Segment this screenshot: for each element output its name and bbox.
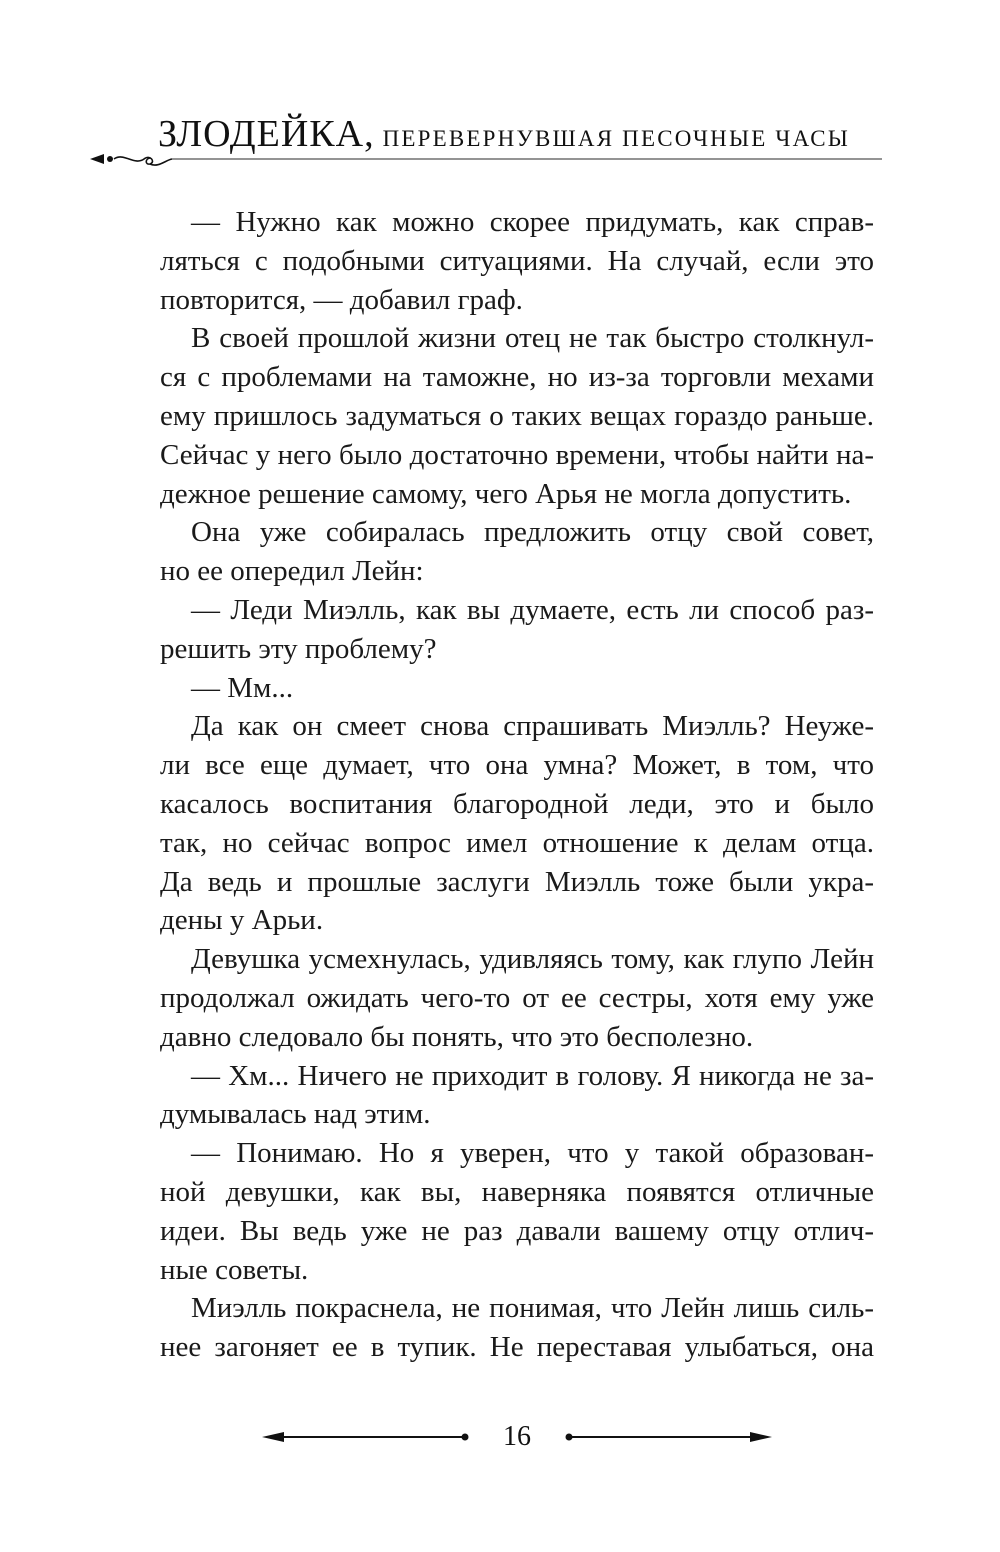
text-line: но ее опередил Лейн: <box>160 555 424 588</box>
swirl-flourish-icon <box>114 157 172 165</box>
text-line: — Нужно как можно скорее придумать, как справ- <box>191 206 874 238</box>
text-line: ляться с подобными ситуациями. На случай, если это <box>160 244 874 277</box>
text-line: — Понимаю. Но я уверен, что у такой образован- <box>191 1137 874 1170</box>
page-number: 16 <box>503 1421 531 1452</box>
text-line: Она уже собиралась предложить отцу свой совет, <box>191 516 874 549</box>
text-line: В своей прошлой жизни отец не так быстро столкнул- <box>191 322 874 355</box>
text-line: ной девушки, как вы, наверняка появятся отличные <box>160 1175 874 1208</box>
text-line: повторится, — добавил граф. <box>160 283 523 316</box>
text-line: ему пришлось задуматься о таких вещах гораздо раньше. <box>160 399 874 432</box>
text-line: — Хм... Ничего не приходит в голову. Я никогда не за- <box>191 1059 874 1092</box>
text-line: Девушка усмехнулась, удивляясь тому, как глупо Лейн <box>191 943 874 976</box>
text-line: — Мм... <box>191 671 294 704</box>
text-line: идеи. Вы ведь уже не раз давали вашему отцу отлич- <box>160 1214 874 1247</box>
text-line: — Леди Миэлль, как вы думаете, есть ли способ раз- <box>191 593 874 626</box>
left-arrowhead-icon <box>90 154 104 164</box>
book-title-comma: , <box>364 113 375 155</box>
text-line: Да как он смеет снова спрашивать Миэлль? Неуже- <box>191 710 874 743</box>
swirl-dot-icon <box>107 156 113 162</box>
text-line: дежное решение самому, чего Арья не могла допустить. <box>160 477 852 510</box>
text-line: так, но сейчас вопрос имел отношение к делам отца. <box>160 826 874 859</box>
text-line: Да ведь и прошлые заслуги Миэлль тоже были укра- <box>160 865 874 898</box>
text-line: нее загоняет ее в тупик. Не переставая улыбаться, она <box>160 1331 874 1364</box>
text-line: давно следовало бы понять, что это бесполезно. <box>160 1020 754 1053</box>
text-line: ся с проблемами на таможне, но из-за торговли мехами <box>160 361 874 394</box>
text-line: Миэлль покраснела, не понимая, что Лейн лишь силь- <box>191 1292 874 1325</box>
page-footer <box>262 1412 772 1462</box>
text-line: ли все еще думает, что она умна? Может, в том, что <box>160 749 874 782</box>
text-line: думывалась над этим. <box>160 1098 431 1131</box>
text-line: дены у Арьи. <box>160 904 324 937</box>
text-line: ные советы. <box>160 1253 309 1286</box>
text-line: решить эту проблему? <box>160 632 437 665</box>
book-title-main: ЗЛОДЕЙКА <box>158 113 365 155</box>
header-rule-ornament <box>90 148 890 178</box>
text-line: Сейчас у него было достаточно времени, чтобы найти на- <box>160 438 874 471</box>
text-line: продолжал ожидать чего-то от ее сестры, хотя ему уже <box>160 981 874 1014</box>
body-text <box>160 203 874 1367</box>
book-title-subtitle: ПЕРЕВЕРНУВШАЯ ПЕСОЧНЫЕ ЧАСЫ <box>382 126 851 151</box>
running-header <box>90 100 890 180</box>
text-line: касалось воспитания благородной леди, это и было <box>160 787 874 820</box>
